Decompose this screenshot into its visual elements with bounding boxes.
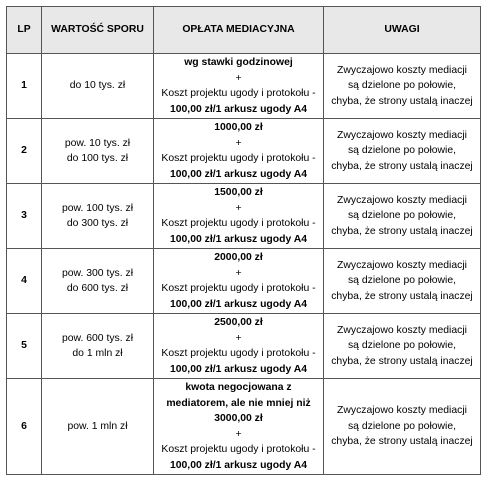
dispute-value-cell (42, 249, 154, 314)
dispute-value-cell (42, 314, 154, 379)
fee-main-line: wg stawki godzinowej (184, 57, 293, 68)
notes-line: są dzielone po połowie, (347, 210, 457, 222)
dispute-value-line: do 10 tys. zł (69, 80, 126, 92)
fee-main-line: kwota negocjowana z (185, 382, 292, 393)
fee-plus: + (235, 267, 242, 279)
notes-line: są dzielone po połowie, (347, 340, 457, 352)
fee-extra-amount: 100,00 zł/1 arkusz ugody A4 (169, 233, 308, 245)
notes-cell (324, 119, 481, 184)
dispute-value-line: do 600 tys. zł (66, 283, 129, 294)
table-row (7, 379, 481, 475)
mediation-fee-cell (154, 54, 324, 119)
fee-main-line: mediatorem, ale nie mniej niż (166, 397, 311, 409)
notes-line: Zwyczajowo koszty mediacji (337, 194, 467, 206)
mediation-fee-cell (154, 119, 324, 184)
dispute-value-line: do 300 tys. zł (66, 218, 129, 229)
notes-line: chyba, że strony ustalą inaczej (331, 225, 473, 237)
notes-line: Zwyczajowo koszty mediacji (337, 259, 467, 271)
fee-main-line: 3000,00 zł (214, 413, 263, 424)
notes-line: chyba, że strony ustalą inaczej (331, 436, 473, 448)
notes-line: chyba, że strony ustalą inaczej (331, 160, 473, 172)
dispute-value-cell (42, 379, 154, 475)
fee-extra-text: Koszt projektu ugody i protokołu - (161, 348, 316, 359)
notes-cell (324, 379, 481, 475)
dispute-value-line: do 1 mln zł (72, 348, 123, 359)
fee-plus: + (235, 72, 242, 84)
dispute-value-line: pow. 300 tys. zł (61, 267, 134, 279)
table-row (7, 249, 481, 314)
mediation-fee-cell (154, 314, 324, 379)
mediation-fee-table (6, 6, 481, 475)
table-row (7, 119, 481, 184)
fee-main-line: 1500,00 zł (214, 187, 263, 198)
dispute-value-cell (42, 119, 154, 184)
row-number: 1 (7, 54, 42, 119)
fee-extra-text: Koszt projektu ugody i protokołu - (161, 218, 316, 229)
dispute-value-line: pow. 10 tys. zł (64, 137, 131, 149)
notes-line: są dzielone po połowie, (347, 80, 457, 92)
fee-extra-amount: 100,00 zł/1 arkusz ugody A4 (169, 363, 308, 375)
notes-cell (324, 314, 481, 379)
fee-plus: + (235, 332, 242, 344)
fee-extra-text: Koszt projektu ugody i protokołu - (161, 153, 316, 164)
notes-line: są dzielone po połowie, (347, 420, 457, 432)
header-row (7, 7, 481, 54)
fee-extra-amount: 100,00 zł/1 arkusz ugody A4 (169, 459, 308, 471)
table-row (7, 184, 481, 249)
notes-line: Zwyczajowo koszty mediacji (337, 324, 467, 336)
notes-line: Zwyczajowo koszty mediacji (337, 405, 467, 417)
fee-main-line: 2000,00 zł (214, 252, 263, 263)
row-number: 5 (7, 314, 42, 379)
table-row (7, 54, 481, 119)
notes-line: Zwyczajowo koszty mediacji (337, 129, 467, 141)
dispute-value-line: pow. 600 tys. zł (61, 332, 134, 344)
fee-extra-amount: 100,00 zł/1 arkusz ugody A4 (169, 298, 308, 310)
notes-cell (324, 184, 481, 249)
notes-line: chyba, że strony ustalą inaczej (331, 95, 473, 107)
fee-main-line: 2500,00 zł (214, 317, 263, 328)
fee-extra-amount: 100,00 zł/1 arkusz ugody A4 (169, 168, 308, 180)
row-number: 2 (7, 119, 42, 184)
row-number: 3 (7, 184, 42, 249)
fee-extra-text: Koszt projektu ugody i protokołu - (161, 283, 316, 294)
header-fee: OPŁATA MEDIACYJNA (154, 7, 324, 54)
notes-line: są dzielone po połowie, (347, 145, 457, 157)
notes-cell (324, 249, 481, 314)
notes-line: są dzielone po połowie, (347, 275, 457, 287)
notes-line: chyba, że strony ustalą inaczej (331, 290, 473, 302)
fee-plus: + (235, 137, 242, 149)
fee-extra-amount: 100,00 zł/1 arkusz ugody A4 (169, 103, 308, 115)
dispute-value-cell (42, 54, 154, 119)
table-body (7, 54, 481, 475)
notes-line: chyba, że strony ustalą inaczej (331, 355, 473, 367)
header-notes: UWAGI (324, 7, 481, 54)
row-number: 4 (7, 249, 42, 314)
mediation-fee-cell (154, 379, 324, 475)
fee-extra-text: Koszt projektu ugody i protokołu - (161, 88, 316, 99)
dispute-value-line: pow. 100 tys. zł (61, 202, 134, 214)
header-lp: LP (7, 7, 42, 54)
dispute-value-cell (42, 184, 154, 249)
dispute-value-line: pow. 1 mln zł (67, 420, 128, 432)
fee-main-line: 1000,00 zł (214, 122, 263, 133)
notes-line: Zwyczajowo koszty mediacji (337, 64, 467, 76)
dispute-value-line: do 100 tys. zł (66, 153, 129, 164)
fee-extra-text: Koszt projektu ugody i protokołu - (161, 444, 316, 455)
row-number: 6 (7, 379, 42, 475)
fee-plus: + (235, 202, 242, 214)
fee-plus: + (235, 428, 242, 440)
mediation-fee-cell (154, 249, 324, 314)
mediation-fee-cell (154, 184, 324, 249)
table-row (7, 314, 481, 379)
notes-cell (324, 54, 481, 119)
header-value: WARTOŚĆ SPORU (42, 7, 154, 54)
